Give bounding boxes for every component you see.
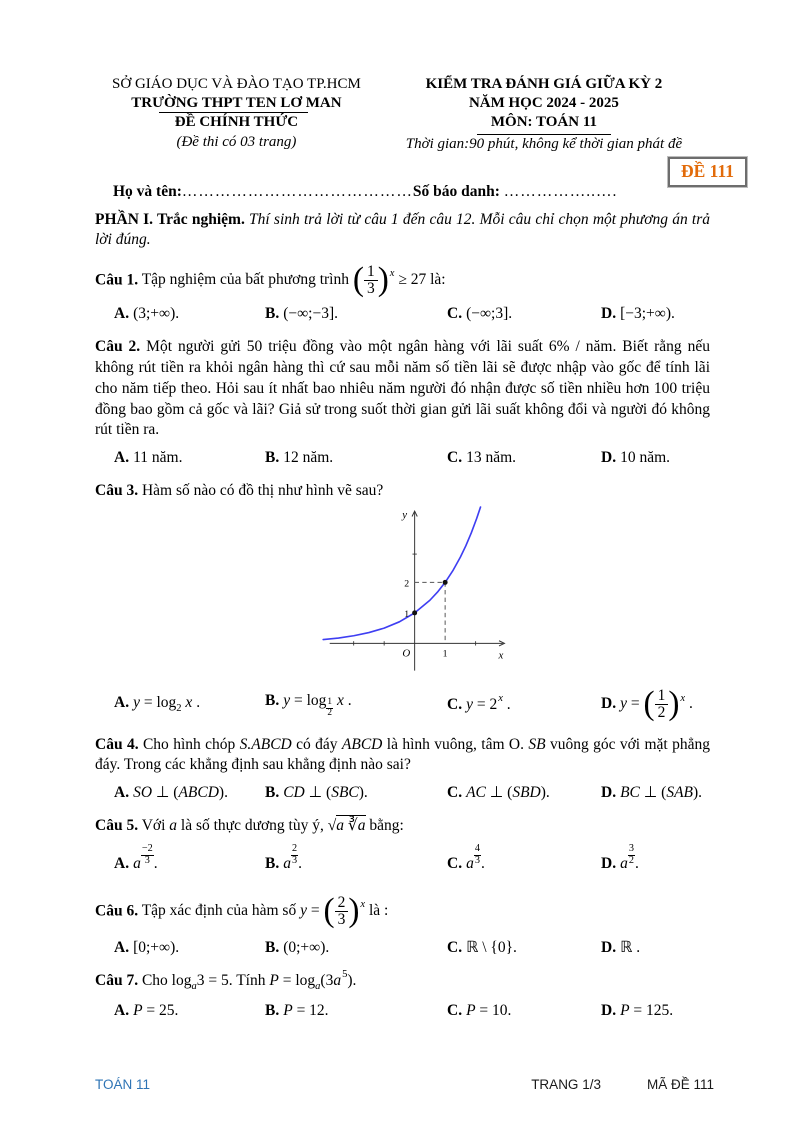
- part1-label: PHẦN I. Trắc nghiệm.: [95, 210, 245, 228]
- option-value: BC ⊥ (SAB).: [620, 784, 703, 802]
- question-stem: Hàm số nào có đồ thị như hình vẽ sau?: [141, 482, 384, 500]
- option-a[interactable]: [114, 448, 265, 468]
- question-label: Câu 7.: [95, 972, 139, 990]
- option-a[interactable]: [114, 1001, 265, 1021]
- option-value: [−3;+∞).: [620, 305, 675, 323]
- option-key: A.: [114, 939, 130, 957]
- question-2: [95, 337, 710, 468]
- option-value: ℝ \ {0}.: [466, 939, 517, 957]
- question-stem: Tập nghiệm của bất phương trình ( $\frac{1}{3}$ )$^x$ ≥ 27 là:: [141, 261, 446, 299]
- option-key: D.: [601, 449, 617, 467]
- option-value: (−∞;3].: [466, 305, 513, 323]
- exam-title: KIỂM TRA ĐÁNH GIÁ GIỮA KỲ 2: [425, 76, 663, 92]
- student-info-line: [95, 183, 710, 201]
- option-value: P = 25.: [133, 1002, 179, 1020]
- header: [95, 75, 710, 154]
- question-3: [95, 481, 710, 721]
- department-name: SỞ GIÁO DỤC VÀ ĐÀO TẠO TP.HCM: [112, 76, 361, 92]
- options-row: [95, 783, 710, 803]
- question-5: [95, 816, 710, 874]
- question-label: Câu 1.: [95, 270, 139, 288]
- x-axis-label: x: [497, 649, 503, 662]
- options-row: [95, 844, 710, 875]
- question-label: Câu 2.: [95, 338, 141, 356]
- id-label: Số báo danh:: [412, 182, 500, 200]
- option-value: 10 năm.: [620, 449, 671, 467]
- question-stem: Cho hình chóp S.ABCD có đáy ABCD là hình vuông, tâm O. SB vuông góc với mặt phẳng đáy. Trong các khẳng định sau khẳng định nào sai?: [95, 735, 710, 774]
- option-a[interactable]: [114, 304, 265, 324]
- option-value: a $\frac{4}{3}$ .: [466, 843, 485, 873]
- question-stem: Cho $\log_a3 = 5$. Tính $P = \log_a(3a^5)$.: [141, 969, 357, 993]
- option-key: C.: [447, 1002, 463, 1020]
- question-label: Câu 6.: [95, 901, 139, 919]
- option-key: C.: [447, 855, 463, 873]
- option-d[interactable]: [601, 844, 710, 875]
- x-tick-label-1: 1: [442, 648, 448, 660]
- option-value: CD ⊥ (SBC).: [283, 784, 368, 802]
- part1-heading: [95, 210, 710, 251]
- footer-exam-code: MÃ ĐỀ 111: [646, 1077, 714, 1092]
- y-tick-label-1: 1: [403, 609, 409, 621]
- option-c[interactable]: [447, 938, 601, 958]
- option-d[interactable]: [601, 783, 710, 803]
- header-right: [378, 75, 710, 154]
- option-b[interactable]: [265, 1001, 447, 1021]
- option-a[interactable]: [114, 783, 265, 803]
- option-key: C.: [447, 695, 463, 713]
- option-key: B.: [265, 1002, 280, 1020]
- option-key: A.: [114, 305, 130, 323]
- footer-subject: TOÁN 11: [95, 1077, 151, 1092]
- option-a[interactable]: [114, 938, 265, 958]
- option-key: D.: [601, 784, 617, 802]
- option-key: B.: [265, 305, 280, 323]
- official-exam-label: ĐỀ CHÍNH THỨC: [174, 114, 299, 131]
- option-key: D.: [601, 695, 617, 713]
- question-stem: Tập xác định của hàm số y = ( $\frac{2}{3}$ )$^x$ là :: [141, 892, 389, 929]
- option-value: (−∞;−3].: [283, 305, 339, 323]
- option-b[interactable]: [265, 938, 447, 958]
- option-c[interactable]: [447, 1001, 601, 1021]
- option-key: B.: [265, 784, 280, 802]
- header-left: [95, 75, 378, 154]
- name-label: Họ và tên:: [113, 182, 182, 200]
- option-b[interactable]: [265, 304, 447, 324]
- option-value: 11 năm.: [133, 449, 183, 467]
- point-1-2: [442, 580, 447, 585]
- option-value: SO ⊥ (ABCD).: [133, 784, 228, 802]
- option-c[interactable]: [447, 844, 601, 875]
- option-c[interactable]: [447, 448, 601, 468]
- option-d[interactable]: [601, 448, 710, 468]
- function-graph: [321, 504, 517, 681]
- option-key: A.: [114, 694, 130, 712]
- question-6: [95, 892, 710, 959]
- option-key: B.: [265, 449, 280, 467]
- option-value: y = ( $\frac{1}{2}$ )$^x$ .: [620, 685, 693, 723]
- option-a[interactable]: [114, 844, 265, 875]
- option-d[interactable]: [601, 938, 710, 958]
- option-key: D.: [601, 305, 617, 323]
- school-name: TRƯỜNG THPT TEN LƠ MAN: [131, 94, 341, 113]
- option-key: C.: [447, 449, 463, 467]
- option-key: D.: [601, 855, 617, 873]
- option-value: P = 125.: [620, 1002, 674, 1020]
- exponential-curve: [323, 507, 480, 640]
- option-value: $y = 2^x$ .: [466, 692, 511, 713]
- option-value: $y = \log_2 x$ .: [133, 694, 201, 715]
- option-value: (3;+∞).: [133, 305, 180, 323]
- question-7: [95, 971, 710, 1021]
- option-value: a $\frac{3}{2}$ .: [620, 843, 639, 873]
- school-year: NĂM HỌC 2024 - 2025: [468, 95, 619, 112]
- duration-note: Thời gian:90 phút, không kể thời gian phát đề: [405, 135, 683, 152]
- question-label: Câu 4.: [95, 735, 139, 753]
- question-1: [95, 261, 710, 325]
- option-value: a $\frac{-2}{3}$ .: [133, 843, 158, 873]
- option-value: [0;+∞).: [133, 939, 180, 957]
- option-a[interactable]: [114, 693, 265, 716]
- option-b[interactable]: [265, 448, 447, 468]
- option-key: A.: [114, 784, 130, 802]
- options-row: [95, 304, 710, 324]
- question-stem: Với a là số thực dương tùy ý, √a ∛a bằng:: [141, 817, 404, 835]
- option-value: (0;+∞).: [283, 939, 330, 957]
- option-value: ℝ .: [620, 939, 641, 957]
- option-key: A.: [114, 1002, 130, 1020]
- option-c[interactable]: [447, 304, 601, 324]
- exam-code-badge: ĐỀ 111: [668, 157, 747, 187]
- question-4: [95, 735, 710, 804]
- option-c[interactable]: [447, 783, 601, 803]
- point-0-1: [412, 610, 417, 615]
- origin-label: O: [401, 647, 410, 660]
- option-b[interactable]: [265, 691, 447, 719]
- option-b[interactable]: [265, 783, 447, 803]
- option-value: y = log $\frac{1}{2}$ x .: [283, 692, 352, 718]
- question-stem: Một người gửi 50 triệu đồng vào một ngân hàng với lãi suất 6% / năm. Biết rằng nếu không rút tiền ra khỏi ngân hàng thì cứ sau mỗi năm số tiền lãi sẽ được nhập vào gốc để tính lãi cho năm tiếp theo. Hỏi sau ít nhất bao nhiêu năm người đó nhận được số tiền nhiều hơn 100 triệu đồng bao gồm cả gốc và lãi? Giả sử trong suốt thời gian gửi lãi suất không đổi và người đó không rút tiền ra.: [95, 338, 710, 439]
- pages-note: (Đề thi có 03 trang): [176, 133, 297, 150]
- option-value: P = 12.: [283, 1002, 329, 1020]
- option-c[interactable]: [447, 692, 601, 715]
- option-key: A.: [114, 449, 130, 467]
- options-row: [95, 938, 710, 958]
- name-fill-in[interactable]: ……………………………………: [181, 182, 413, 200]
- options-row: [95, 685, 710, 723]
- option-b[interactable]: [265, 844, 447, 875]
- footer-page-number: TRANG 1/3: [531, 1077, 601, 1092]
- option-d[interactable]: [601, 1001, 710, 1021]
- options-row: [95, 448, 710, 468]
- option-key: D.: [601, 1002, 617, 1020]
- option-d[interactable]: [601, 304, 710, 324]
- y-axis-label: y: [401, 509, 407, 522]
- option-d[interactable]: [601, 685, 710, 723]
- question-label: Câu 5.: [95, 817, 139, 835]
- option-value: 13 năm.: [466, 449, 517, 467]
- id-fill-in[interactable]: ……………..….: [503, 182, 618, 200]
- option-key: C.: [447, 784, 463, 802]
- y-tick-label-2: 2: [403, 578, 409, 590]
- option-key: B.: [265, 855, 280, 873]
- page-footer: [95, 1077, 714, 1092]
- option-value: a $\frac{2}{3}$ .: [283, 843, 302, 873]
- option-value: AC ⊥ (SBD).: [466, 784, 550, 802]
- option-value: P = 10.: [466, 1002, 512, 1020]
- question-label: Câu 3.: [95, 482, 139, 500]
- option-key: B.: [265, 939, 280, 957]
- options-row: [95, 1001, 710, 1021]
- option-key: B.: [265, 692, 280, 710]
- option-value: 12 năm.: [283, 449, 334, 467]
- part1-instruction: Thí sinh trả lời từ câu 1 đến câu 12. Mỗi câu chỉ chọn một phương án trả lời đúng.: [95, 210, 711, 249]
- option-key: C.: [447, 939, 463, 957]
- subject: MÔN: TOÁN 11: [477, 113, 611, 134]
- option-key: A.: [114, 855, 130, 873]
- option-key: C.: [447, 305, 463, 323]
- option-key: D.: [601, 939, 617, 957]
